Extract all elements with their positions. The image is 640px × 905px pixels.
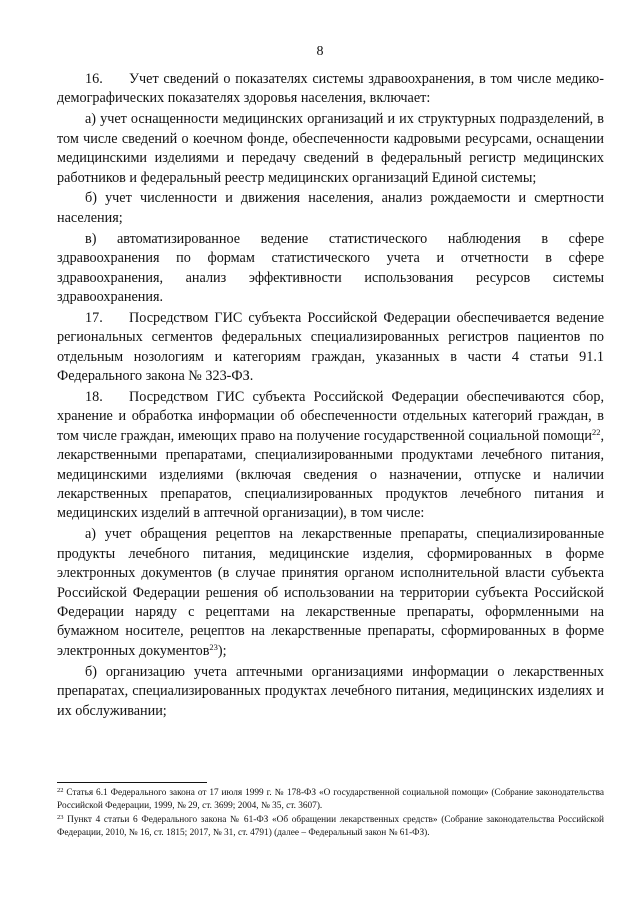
footnotes (57, 787, 604, 841)
paragraph-number: 16. (85, 71, 103, 87)
paragraph-number: 18. (85, 389, 103, 405)
paragraph-text: а) учет обращения рецептов на лекарственные препараты, специализированные продукты лечебного питания, медицинские изделия, сформированных в форме электронных документов (в случае принятия органом исполнительной власти субъекта Российской Федерации решения об использовании на территории субъекта Российской Федерации наряду с рецептами на лекарственные препараты, оформленными на бумажном носителе, рецептов на лекарственные препараты, сформированных в форме электронных документов (57, 526, 604, 659)
paragraph-18 (57, 388, 604, 524)
page-number: 8 (316, 44, 324, 59)
footnote-ref-23[interactable]: 23 (209, 641, 218, 652)
paragraph-16 (57, 70, 604, 109)
paragraph-18-b: б) организацию учета аптечными организациями информации о лекарственных препаратах, специализированных продуктах лечебного питания, медицинских изделиях и их обслуживании; (57, 663, 604, 719)
paragraph-text-continued: , лекарственными препаратами, специализированными продуктами лечебного питания, медицинскими изделиями (включая сведения о назначении, отпуске и наличии лекарственных препаратов, специализированных продуктов лечебного питания и медицинских изделий в аптечной организации), в том числе: (57, 427, 604, 522)
footnote-ref-22[interactable]: 22 (591, 426, 601, 437)
paragraph-16-a: а) учет оснащенности медицинских организаций и их структурных подразделений, в том числе сведений о коечном фонде, обеспеченности кадровыми ресурсами, оснащении медицинскими изделиями и передачу сведений в федеральный регистр медицинских работников и федеральный реестр медицинских организаций Единой системы; (57, 111, 604, 186)
footnote-text: Пункт 4 статьи 6 Федерального закона № 61-ФЗ «Об обращении лекарственных средств» (Собрание законодательства Российской Федерации, 2010, № 16, ст. 1815; 2017, № 31, ст. 4791) (далее – Федеральный закон № 61-ФЗ). (57, 815, 604, 838)
footnote-22 (57, 787, 604, 812)
paragraph-text: Посредством ГИС субъекта Российской Федерации обеспечиваются сбор, хранение и обработка информации об обеспеченности отдельных категорий граждан, в том числе граждан, имеющих право на получение государственной социальной помощи (57, 389, 604, 444)
paragraph-16-b: б) учет численности и движения населения, анализ рождаемости и смертности населения; (57, 190, 604, 226)
paragraph-16-c: в) автоматизированное ведение статистического наблюдения в сфере здравоохранения по формам статистического учета и отчетности в сфере здравоохранения, анализ эффективности использования ресурсов системы здравоохранения. (57, 230, 604, 305)
paragraph-text: Учет сведений о показателях системы здравоохранения, в том числе медико-демографических показателях здоровья населения, включает: (57, 71, 604, 107)
footnote-mark: 23 (57, 814, 64, 822)
paragraph-text: Посредством ГИС субъекта Российской Федерации обеспечивается ведение региональных сегментов федеральных специализированных регистров пациентов по отдельным нозологиям и категориям граждан, указанных в части 4 статьи 91.1 Федерального закона № 323-ФЗ. (57, 309, 604, 385)
footnote-text: Статья 6.1 Федерального закона от 17 июля 1999 г. № 178-ФЗ «О государственной социальной помощи» (Собрание законодательства Российской Федерации, 1999, № 29, ст. 3699; 2004, № 35, ст. 3607). (57, 788, 604, 811)
document-body (57, 70, 604, 721)
paragraph-18-a (57, 525, 604, 661)
footnote-mark: 22 (57, 787, 64, 794)
paragraph-number: 17. (85, 309, 103, 326)
paragraph-text-continued: ); (217, 642, 227, 659)
footnote-23 (57, 814, 604, 839)
paragraph-17 (57, 309, 604, 387)
footnote-divider (57, 782, 207, 783)
